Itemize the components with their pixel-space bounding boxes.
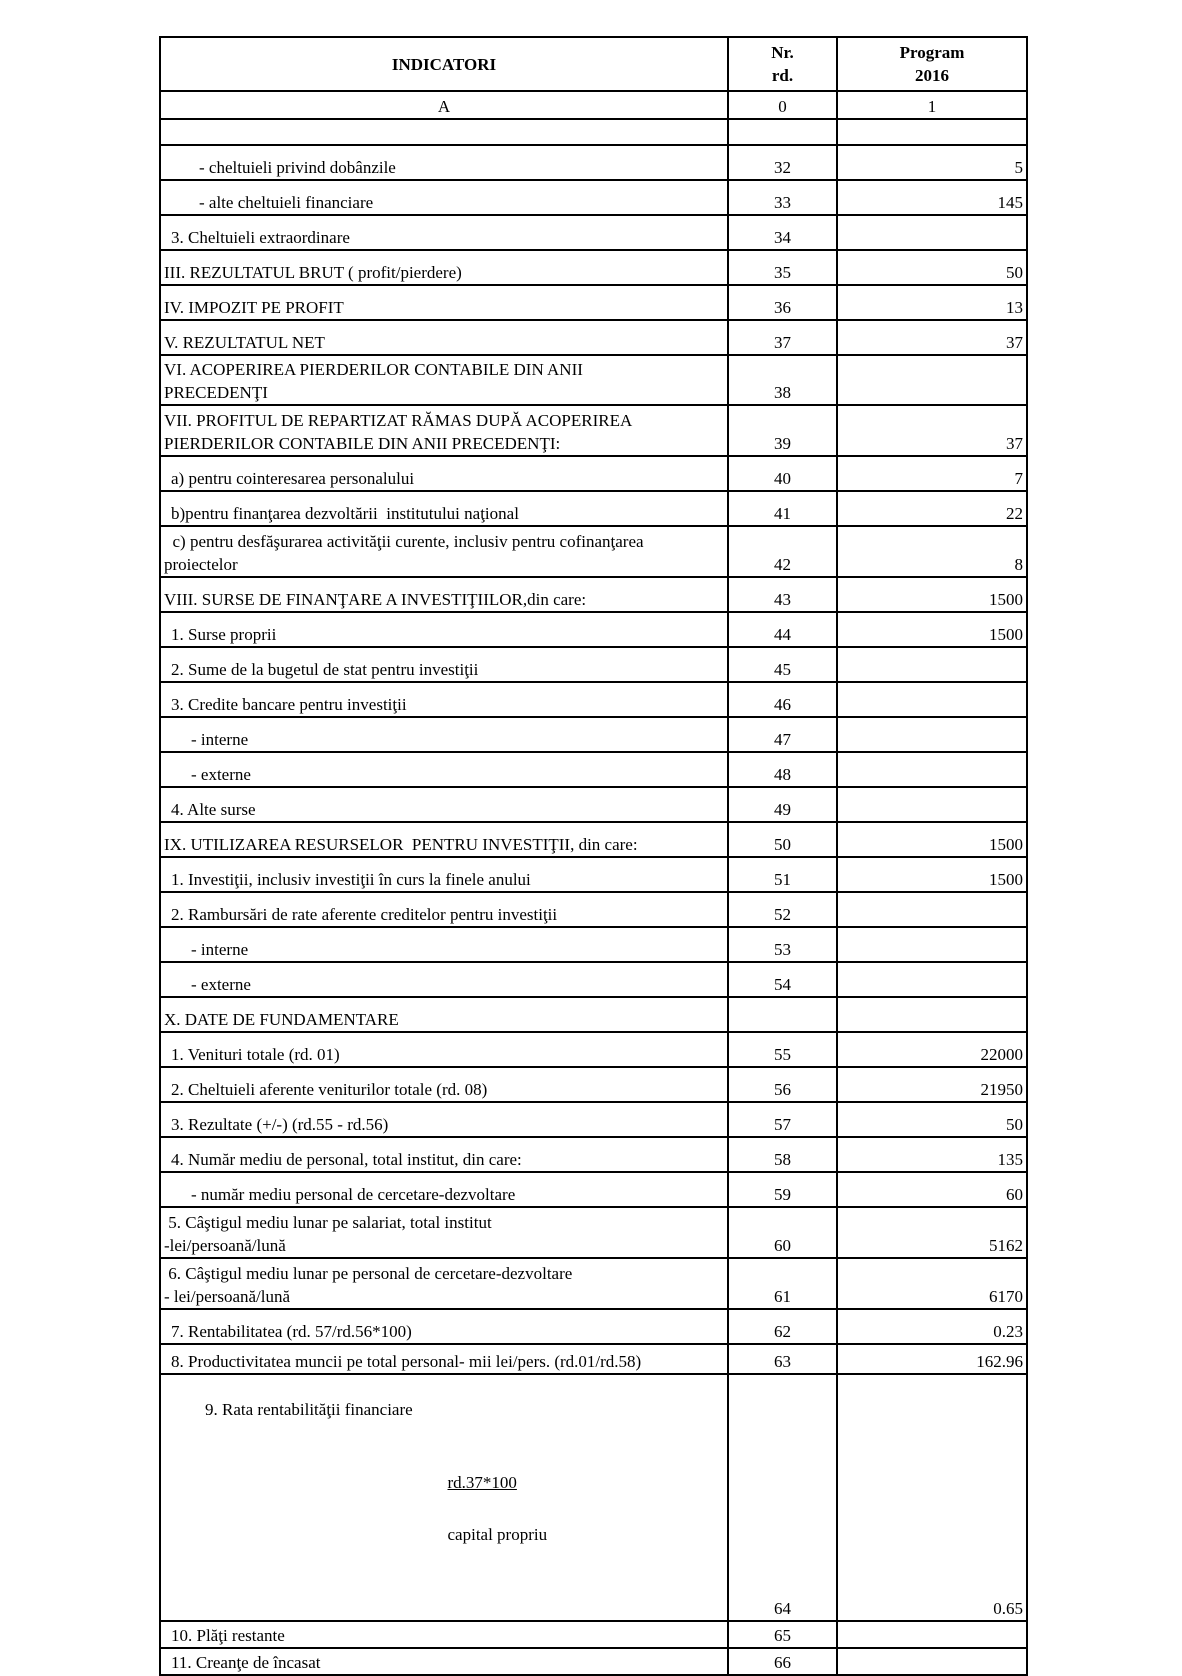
row-label: 2. Sume de la bugetul de stat pentru investiţii <box>160 647 728 682</box>
row-nr: 40 <box>728 456 837 491</box>
row-nr: 46 <box>728 682 837 717</box>
formula-numerator: rd.37*100 <box>447 1473 517 1492</box>
row-nr: 47 <box>728 717 837 752</box>
table-row <box>160 320 1027 355</box>
row-label: IX. UTILIZAREA RESURSELOR PENTRU INVESTIŢII, din care: <box>160 822 728 857</box>
row-nr: 33 <box>728 180 837 215</box>
row-nr: 58 <box>728 1137 837 1172</box>
subheader-a: A <box>160 91 728 119</box>
row-label: VI. ACOPERIREA PIERDERILOR CONTABILE DIN ANII PRECEDENŢI <box>160 355 728 405</box>
row-value <box>837 752 1027 787</box>
row-nr: 52 <box>728 892 837 927</box>
indicator-table <box>159 36 1028 1676</box>
table-row <box>160 682 1027 717</box>
subheader-c: 1 <box>837 91 1027 119</box>
row-label: 5. Câştigul mediu lunar pe salariat, total institut -lei/persoană/lună <box>160 1207 728 1258</box>
table-row <box>160 119 1027 145</box>
table-row <box>160 822 1027 857</box>
table-row <box>160 927 1027 962</box>
row-value: 1500 <box>837 857 1027 892</box>
row-value <box>837 717 1027 752</box>
row-label: 1. Investiţii, inclusiv investiţii în curs la finele anului <box>160 857 728 892</box>
row-label: IV. IMPOZIT PE PROFIT <box>160 285 728 320</box>
row-label: 10. Plăţi restante <box>160 1621 728 1648</box>
row-label: 4. Alte surse <box>160 787 728 822</box>
header-row <box>160 37 1027 91</box>
table-row <box>160 1621 1027 1648</box>
row-nr: 64 <box>728 1374 837 1621</box>
row-value <box>837 892 1027 927</box>
header-nr-rd: Nr. rd. <box>728 37 837 91</box>
row-value: 145 <box>837 180 1027 215</box>
row-value: 135 <box>837 1137 1027 1172</box>
row-nr: 42 <box>728 526 837 577</box>
row-value <box>837 962 1027 997</box>
row-label: 1. Venituri totale (rd. 01) <box>160 1032 728 1067</box>
table-row <box>160 1309 1027 1344</box>
row-label: 8. Productivitatea muncii pe total personal- mii lei/pers. (rd.01/rd.58) <box>160 1344 728 1374</box>
row-value <box>837 355 1027 405</box>
row-value <box>837 647 1027 682</box>
row-value <box>837 997 1027 1032</box>
table-row <box>160 962 1027 997</box>
row-nr: 62 <box>728 1309 837 1344</box>
table-row <box>160 787 1027 822</box>
row-label: X. DATE DE FUNDAMENTARE <box>160 997 728 1032</box>
row-value <box>837 215 1027 250</box>
row-label: - cheltuieli privind dobânzile <box>160 145 728 180</box>
row-label: - alte cheltuieli financiare <box>160 180 728 215</box>
row-nr: 54 <box>728 962 837 997</box>
row-label <box>160 1374 728 1621</box>
row-nr: 32 <box>728 145 837 180</box>
row-nr <box>728 997 837 1032</box>
row-nr: 61 <box>728 1258 837 1309</box>
row-value: 60 <box>837 1172 1027 1207</box>
table-row <box>160 1374 1027 1621</box>
table-row <box>160 577 1027 612</box>
row-nr: 49 <box>728 787 837 822</box>
row-nr: 45 <box>728 647 837 682</box>
row-value <box>837 927 1027 962</box>
table-body <box>160 119 1027 1374</box>
row-nr: 59 <box>728 1172 837 1207</box>
table-row <box>160 857 1027 892</box>
table-row <box>160 180 1027 215</box>
row-value <box>837 1621 1027 1648</box>
row-value <box>837 682 1027 717</box>
row-nr: 48 <box>728 752 837 787</box>
table-row <box>160 717 1027 752</box>
row-value: 22000 <box>837 1032 1027 1067</box>
table-row <box>160 647 1027 682</box>
table-row <box>160 405 1027 456</box>
row-nr: 36 <box>728 285 837 320</box>
subheader-row <box>160 91 1027 119</box>
row-label: VII. PROFITUL DE REPARTIZAT RĂMAS DUPĂ ACOPERIREA PIERDERILOR CONTABILE DIN ANII PRECEDENŢI: <box>160 405 728 456</box>
row-value: 6170 <box>837 1258 1027 1309</box>
row-label: - interne <box>160 927 728 962</box>
subheader-b: 0 <box>728 91 837 119</box>
row-nr: 43 <box>728 577 837 612</box>
table-body-tail <box>160 1374 1027 1675</box>
row-value: 22 <box>837 491 1027 526</box>
row-value: 8 <box>837 526 1027 577</box>
table-row <box>160 491 1027 526</box>
row-value <box>837 119 1027 145</box>
row-nr: 41 <box>728 491 837 526</box>
row-nr: 55 <box>728 1032 837 1067</box>
row-value: 37 <box>837 405 1027 456</box>
formula <box>171 1444 724 1574</box>
row-nr: 57 <box>728 1102 837 1137</box>
row-value: 37 <box>837 320 1027 355</box>
row-label: V. REZULTATUL NET <box>160 320 728 355</box>
row-value: 0.65 <box>837 1374 1027 1621</box>
row-value: 1500 <box>837 822 1027 857</box>
row-label: III. REZULTATUL BRUT ( profit/pierdere) <box>160 250 728 285</box>
row-label: 2. Rambursări de rate aferente creditelor pentru investiţii <box>160 892 728 927</box>
row-label: 2. Cheltuieli aferente veniturilor totale (rd. 08) <box>160 1067 728 1102</box>
formula-denominator: capital propriu <box>447 1525 548 1544</box>
table-row <box>160 250 1027 285</box>
row-value: 5162 <box>837 1207 1027 1258</box>
row-nr: 35 <box>728 250 837 285</box>
row-label: - externe <box>160 752 728 787</box>
table-row <box>160 355 1027 405</box>
row-label: 3. Cheltuieli extraordinare <box>160 215 728 250</box>
row-value <box>837 1648 1027 1675</box>
table-row <box>160 1344 1027 1374</box>
row-label: a) pentru cointeresarea personalului <box>160 456 728 491</box>
row-nr: 50 <box>728 822 837 857</box>
table-row <box>160 1032 1027 1067</box>
table-row <box>160 1067 1027 1102</box>
table-row <box>160 285 1027 320</box>
row-nr <box>728 119 837 145</box>
row-nr: 37 <box>728 320 837 355</box>
table-row <box>160 1102 1027 1137</box>
row-nr: 66 <box>728 1648 837 1675</box>
row-value: 50 <box>837 250 1027 285</box>
row-nr: 53 <box>728 927 837 962</box>
row-nr: 44 <box>728 612 837 647</box>
row-label <box>160 119 728 145</box>
header-indicatori: INDICATORI <box>160 37 728 91</box>
table-row <box>160 1648 1027 1675</box>
row-label: 3. Rezultate (+/-) (rd.55 - rd.56) <box>160 1102 728 1137</box>
row-value: 50 <box>837 1102 1027 1137</box>
table-row <box>160 526 1027 577</box>
row-value <box>837 787 1027 822</box>
row-label: - interne <box>160 717 728 752</box>
row-label: c) pentru desfăşurarea activităţii curente, inclusiv pentru cofinanţarea proiectelor <box>160 526 728 577</box>
table-row <box>160 997 1027 1032</box>
table-row <box>160 892 1027 927</box>
row-nr: 60 <box>728 1207 837 1258</box>
row-value: 0.23 <box>837 1309 1027 1344</box>
row-nr: 34 <box>728 215 837 250</box>
row-value: 7 <box>837 456 1027 491</box>
row-label: - externe <box>160 962 728 997</box>
table-row <box>160 456 1027 491</box>
row-value: 13 <box>837 285 1027 320</box>
table-row <box>160 1172 1027 1207</box>
row-nr: 63 <box>728 1344 837 1374</box>
table-row <box>160 1258 1027 1309</box>
row-nr: 38 <box>728 355 837 405</box>
row-label: 1. Surse proprii <box>160 612 728 647</box>
row-value: 162.96 <box>837 1344 1027 1374</box>
row-nr: 39 <box>728 405 837 456</box>
row-label-text: 9. Rata rentabilităţii financiare <box>205 1400 413 1419</box>
table-row <box>160 612 1027 647</box>
table-row <box>160 145 1027 180</box>
row-nr: 65 <box>728 1621 837 1648</box>
row-value: 5 <box>837 145 1027 180</box>
row-label: b)pentru finanţarea dezvoltării institutului naţional <box>160 491 728 526</box>
row-nr: 51 <box>728 857 837 892</box>
row-label: 3. Credite bancare pentru investiţii <box>160 682 728 717</box>
row-nr: 56 <box>728 1067 837 1102</box>
row-value: 1500 <box>837 577 1027 612</box>
row-label: VIII. SURSE DE FINANŢARE A INVESTIŢIILOR,din care: <box>160 577 728 612</box>
header-program: Program 2016 <box>837 37 1027 91</box>
row-value: 1500 <box>837 612 1027 647</box>
row-label: 6. Câştigul mediu lunar pe personal de cercetare-dezvoltare - lei/persoană/lună <box>160 1258 728 1309</box>
table-row <box>160 1137 1027 1172</box>
row-value: 21950 <box>837 1067 1027 1102</box>
table-row <box>160 1207 1027 1258</box>
table-row <box>160 752 1027 787</box>
row-label: 7. Rentabilitatea (rd. 57/rd.56*100) <box>160 1309 728 1344</box>
row-label: 4. Număr mediu de personal, total institut, din care: <box>160 1137 728 1172</box>
row-label: - număr mediu personal de cercetare-dezvoltare <box>160 1172 728 1207</box>
table-row <box>160 215 1027 250</box>
row-label: 11. Creanţe de încasat <box>160 1648 728 1675</box>
